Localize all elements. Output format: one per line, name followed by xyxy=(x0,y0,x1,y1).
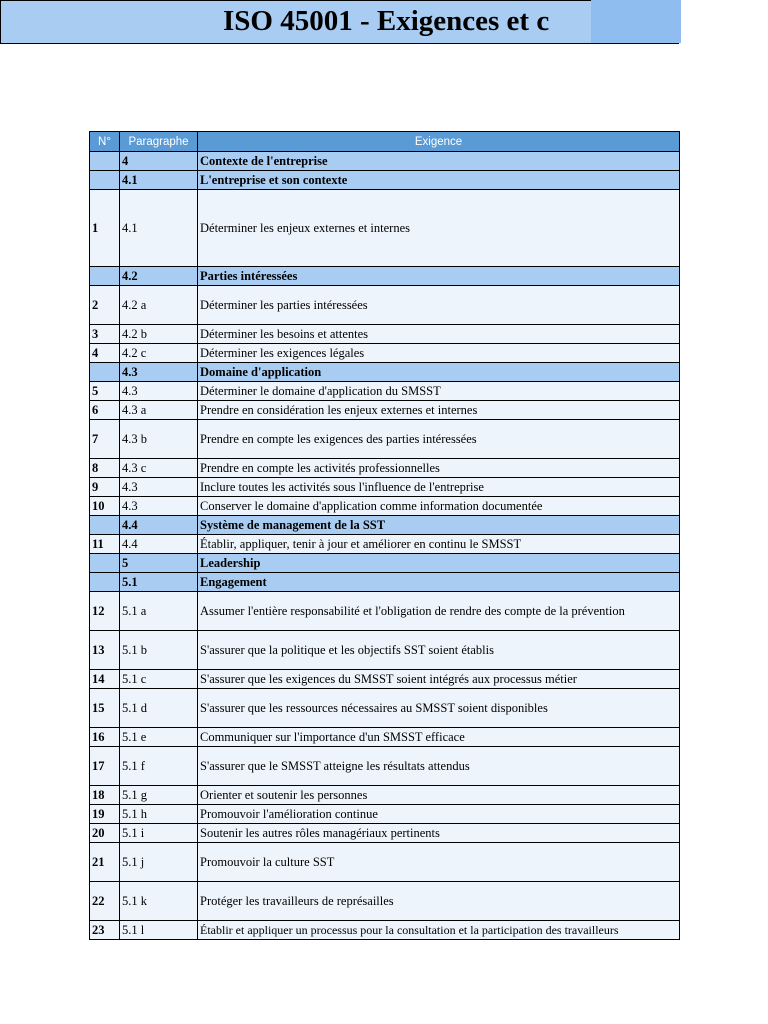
section-row xyxy=(90,554,680,573)
cell-number[interactable]: 14 xyxy=(90,670,120,689)
cell-requirement[interactable]: S'assurer que le SMSST atteigne les résultats attendus xyxy=(198,747,680,786)
cell-paragraph[interactable]: 4 xyxy=(120,152,198,171)
cell-requirement[interactable]: Protéger les travailleurs de représailles xyxy=(198,882,680,921)
section-row xyxy=(90,573,680,592)
cell-paragraph[interactable]: 4.3 b xyxy=(120,420,198,459)
cell-number[interactable]: 6 xyxy=(90,401,120,420)
cell-paragraph[interactable]: 5.1 b xyxy=(120,631,198,670)
cell-number[interactable]: 18 xyxy=(90,786,120,805)
cell-number[interactable] xyxy=(90,554,120,573)
cell-number[interactable]: 12 xyxy=(90,592,120,631)
cell-paragraph[interactable]: 5.1 i xyxy=(120,824,198,843)
table-row xyxy=(90,882,680,921)
cell-paragraph[interactable]: 4.3 c xyxy=(120,459,198,478)
table-row xyxy=(90,382,680,401)
table-row xyxy=(90,478,680,497)
cell-requirement[interactable]: Engagement xyxy=(198,573,680,592)
requirements-table xyxy=(89,131,680,940)
table-row xyxy=(90,190,680,267)
cell-paragraph[interactable]: 4.4 xyxy=(120,535,198,554)
cell-number[interactable]: 8 xyxy=(90,459,120,478)
cell-requirement[interactable]: L'entreprise et son contexte xyxy=(198,171,680,190)
cell-number[interactable]: 4 xyxy=(90,344,120,363)
table-row xyxy=(90,401,680,420)
header-requirement[interactable]: Exigence xyxy=(198,132,680,152)
cell-paragraph[interactable]: 5.1 j xyxy=(120,843,198,882)
cell-number[interactable]: 15 xyxy=(90,689,120,728)
page-title: ISO 45001 - Exigences et c xyxy=(223,5,550,37)
cell-number[interactable]: 1 xyxy=(90,190,120,267)
header-number[interactable]: N° xyxy=(90,132,120,152)
cell-paragraph[interactable]: 4.1 xyxy=(120,190,198,267)
cell-requirement[interactable]: S'assurer que les exigences du SMSST soient intégrés aux processus métier xyxy=(198,670,680,689)
cell-paragraph[interactable]: 5.1 k xyxy=(120,882,198,921)
cell-requirement[interactable]: Déterminer les enjeux externes et internes xyxy=(198,190,680,267)
cell-requirement[interactable]: Leadership xyxy=(198,554,680,573)
table-row xyxy=(90,747,680,786)
table-row xyxy=(90,786,680,805)
table-row xyxy=(90,344,680,363)
cell-requirement[interactable]: Système de management de la SST xyxy=(198,516,680,535)
table-row xyxy=(90,728,680,747)
cell-paragraph[interactable]: 4.1 xyxy=(120,171,198,190)
cell-number[interactable]: 22 xyxy=(90,882,120,921)
title-bar-extension xyxy=(591,0,681,43)
cell-number[interactable]: 20 xyxy=(90,824,120,843)
cell-requirement[interactable]: S'assurer que les ressources nécessaires au SMSST soient disponibles xyxy=(198,689,680,728)
cell-paragraph[interactable]: 4.4 xyxy=(120,516,198,535)
cell-requirement[interactable]: Conserver le domaine d'application comme information documentée xyxy=(198,497,680,516)
cell-number[interactable] xyxy=(90,516,120,535)
table-header-row xyxy=(90,132,680,152)
cell-number[interactable]: 13 xyxy=(90,631,120,670)
table-row xyxy=(90,670,680,689)
table-body xyxy=(90,152,680,940)
cell-requirement[interactable]: Établir, appliquer, tenir à jour et améliorer en continu le SMSST xyxy=(198,535,680,554)
cell-requirement[interactable]: Assumer l'entière responsabilité et l'obligation de rendre des compte de la prévention xyxy=(198,592,680,631)
cell-paragraph[interactable]: 4.3 a xyxy=(120,401,198,420)
cell-requirement[interactable]: Déterminer les besoins et attentes xyxy=(198,325,680,344)
table-row xyxy=(90,325,680,344)
cell-requirement[interactable]: Inclure toutes les activités sous l'influence de l'entreprise xyxy=(198,478,680,497)
section-row xyxy=(90,171,680,190)
section-row xyxy=(90,516,680,535)
cell-paragraph[interactable]: 4.2 a xyxy=(120,286,198,325)
cell-requirement[interactable]: Promouvoir la culture SST xyxy=(198,843,680,882)
cell-number[interactable] xyxy=(90,363,120,382)
cell-paragraph[interactable]: 4.3 xyxy=(120,478,198,497)
cell-paragraph[interactable]: 5.1 l xyxy=(120,921,198,940)
cell-requirement[interactable]: Déterminer le domaine d'application du SMSST xyxy=(198,382,680,401)
cell-paragraph[interactable]: 5.1 d xyxy=(120,689,198,728)
table-row xyxy=(90,420,680,459)
cell-paragraph[interactable]: 4.2 c xyxy=(120,344,198,363)
cell-number[interactable]: 17 xyxy=(90,747,120,786)
cell-number[interactable]: 5 xyxy=(90,382,120,401)
table-row xyxy=(90,631,680,670)
cell-number[interactable]: 9 xyxy=(90,478,120,497)
cell-number[interactable]: 7 xyxy=(90,420,120,459)
table-row xyxy=(90,805,680,824)
cell-requirement[interactable]: Établir et appliquer un processus pour la consultation et la participation des travailleurs xyxy=(198,921,680,940)
cell-requirement[interactable]: Soutenir les autres rôles managériaux pertinents xyxy=(198,824,680,843)
cell-paragraph[interactable]: 5.1 h xyxy=(120,805,198,824)
cell-requirement[interactable]: S'assurer que la politique et les objectifs SST soient établis xyxy=(198,631,680,670)
cell-paragraph[interactable]: 5.1 e xyxy=(120,728,198,747)
cell-number[interactable]: 23 xyxy=(90,921,120,940)
table-row xyxy=(90,535,680,554)
cell-requirement[interactable]: Contexte de l'entreprise xyxy=(198,152,680,171)
title-bar xyxy=(0,0,679,44)
cell-number[interactable]: 11 xyxy=(90,535,120,554)
cell-requirement[interactable]: Promouvoir l'amélioration continue xyxy=(198,805,680,824)
cell-paragraph[interactable]: 4.3 xyxy=(120,363,198,382)
cell-paragraph[interactable]: 4.2 xyxy=(120,267,198,286)
table-row xyxy=(90,497,680,516)
cell-number[interactable] xyxy=(90,171,120,190)
table-row xyxy=(90,689,680,728)
cell-requirement[interactable]: Déterminer les exigences légales xyxy=(198,344,680,363)
cell-paragraph[interactable]: 5.1 c xyxy=(120,670,198,689)
cell-requirement[interactable]: Orienter et soutenir les personnes xyxy=(198,786,680,805)
section-row xyxy=(90,152,680,171)
table-row xyxy=(90,843,680,882)
cell-paragraph[interactable]: 5.1 a xyxy=(120,592,198,631)
cell-number[interactable]: 3 xyxy=(90,325,120,344)
cell-requirement[interactable]: Domaine d'application xyxy=(198,363,680,382)
cell-paragraph[interactable]: 5.1 g xyxy=(120,786,198,805)
cell-requirement[interactable]: Parties intéressées xyxy=(198,267,680,286)
cell-requirement[interactable]: Prendre en considération les enjeux externes et internes xyxy=(198,401,680,420)
cell-number[interactable]: 16 xyxy=(90,728,120,747)
cell-number[interactable]: 10 xyxy=(90,497,120,516)
cell-paragraph[interactable]: 5.1 f xyxy=(120,747,198,786)
cell-requirement[interactable]: Déterminer les parties intéressées xyxy=(198,286,680,325)
cell-number[interactable]: 19 xyxy=(90,805,120,824)
cell-requirement[interactable]: Prendre en compte les exigences des parties intéressées xyxy=(198,420,680,459)
table-row xyxy=(90,921,680,940)
cell-paragraph[interactable]: 4.3 xyxy=(120,497,198,516)
cell-paragraph[interactable]: 5 xyxy=(120,554,198,573)
cell-number[interactable]: 21 xyxy=(90,843,120,882)
header-paragraph[interactable]: Paragraphe xyxy=(120,132,198,152)
cell-number[interactable] xyxy=(90,152,120,171)
table-row xyxy=(90,459,680,478)
cell-paragraph[interactable]: 4.3 xyxy=(120,382,198,401)
table-row xyxy=(90,592,680,631)
section-row xyxy=(90,363,680,382)
cell-requirement[interactable]: Prendre en compte les activités professionnelles xyxy=(198,459,680,478)
cell-number[interactable] xyxy=(90,573,120,592)
cell-number[interactable]: 2 xyxy=(90,286,120,325)
table-row xyxy=(90,286,680,325)
section-row xyxy=(90,267,680,286)
cell-requirement[interactable]: Communiquer sur l'importance d'un SMSST efficace xyxy=(198,728,680,747)
table-row xyxy=(90,824,680,843)
cell-paragraph[interactable]: 5.1 xyxy=(120,573,198,592)
cell-number[interactable] xyxy=(90,267,120,286)
cell-paragraph[interactable]: 4.2 b xyxy=(120,325,198,344)
